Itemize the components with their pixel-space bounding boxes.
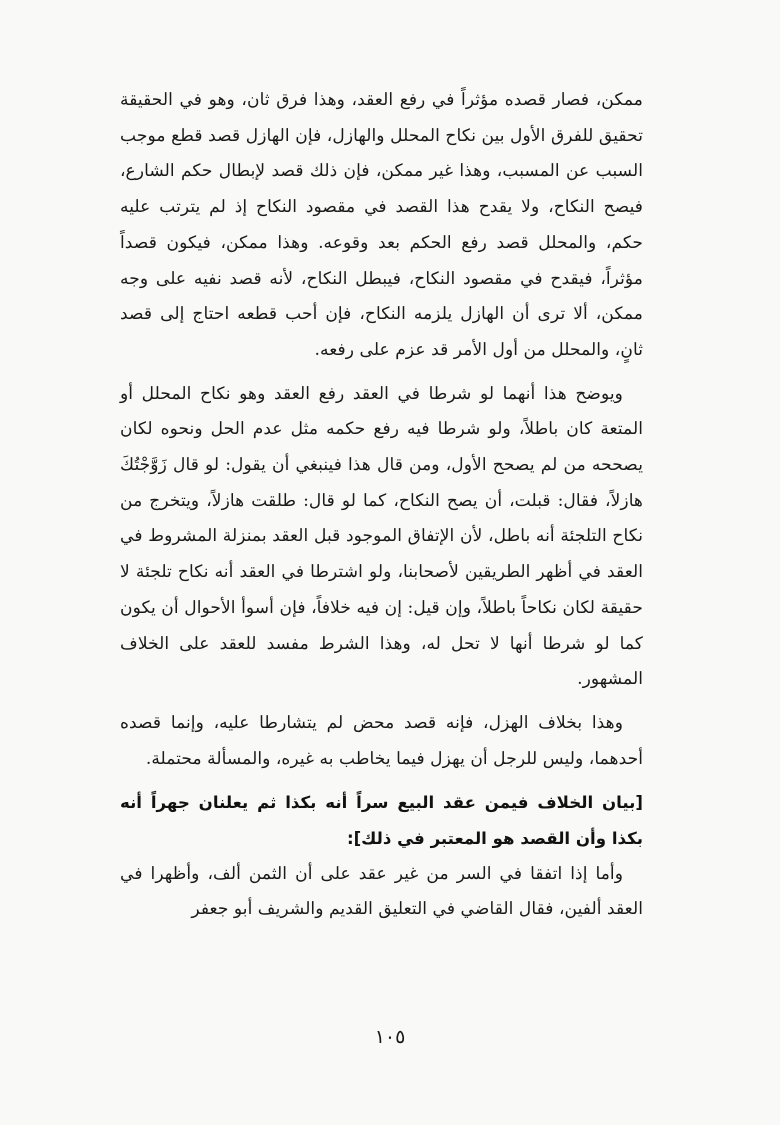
paragraph-4: وأما إذا اتفقا في السر من غير عقد على أن الثمن ألف، وأظهرا في العقد ألفين، فقال القاضي في التعليق القديم والشريف أبو جعفر <box>120 863 643 920</box>
section-heading: [بيان الخلاف فيمن عقد البيع سراً أنه بكذا ثم يعلنان جهراً أنه بكذا وأن القصد هو المعتبر في ذلك]: <box>120 793 643 849</box>
page-number: ١٠٥ <box>374 1026 406 1048</box>
paragraph-2: ويوضح هذا أنهما لو شرطا في العقد رفع العقد وهو نكاح المحلل أو المتعة كان باطلاً، ولو شرطا فيه رفع حكمه مثل عدم الحل ونحوه لكان يصححه من لم يصحح الأول، ومن قال هذا فينبغي أن يقول: لو قال زَوَّجْتُكَ هازلاً، فقال: قبلت، أن يصح النكاح، كما لو قال: طلقت هازلاً، ويتخرج من نكاح التلجئة أنه باطل، لأن الإتفاق الموجود قبل العقد بمنزلة المشروط في العقد في أظهر الطريقين لأصحابنا، ولو اشترطا في العقد أنه نكاح تلجئة لا حقيقة لكان نكاحاً باطلاً، وإن قيل: إن فيه خلافاً، فإن أسوأ الأحوال أن يكون كما لو شرطا أنها لا تحل له، وهذا الشرط مفسد للعقد على الخلاف المشهور. <box>120 383 643 690</box>
paragraph-3: وهذا بخلاف الهزل، فإنه قصد محض لم يتشارطا عليه، وإنما قصده أحدهما، وليس للرجل أن يهزل فيما يخاطب به غيره، والمسألة محتملة. <box>120 712 643 769</box>
paragraph-1: ممكن، فصار قصده مؤثراً في رفع العقد، وهذا فرق ثان، وهو في الحقيقة تحقيق للفرق الأول بين نكاح المحلل والهازل، فإن الهازل قصد قطع موجب السبب عن المسبب، وهذا غير ممكن، فإن ذلك قصد لإبطال حكم الشارع، فيصح النكاح، ولا يقدح هذا القصد في مقصود النكاح إذ لم يترتب عليه حكم، والمحلل قصد رفع الحكم بعد وقوعه. وهذا ممكن، فيكون قصداً مؤثراً، فيقدح في مقصود النكاح، فيبطل النكاح، لأنه قصد نفيه على وجه ممكن، ألا ترى أن الهازل يلزمه النكاح، فإن أحب قطعه احتاج إلى قصد ثانٍ، والمحلل من أول الأمر قد عزم على رفعه. <box>120 90 643 360</box>
page-text <box>120 83 643 928</box>
